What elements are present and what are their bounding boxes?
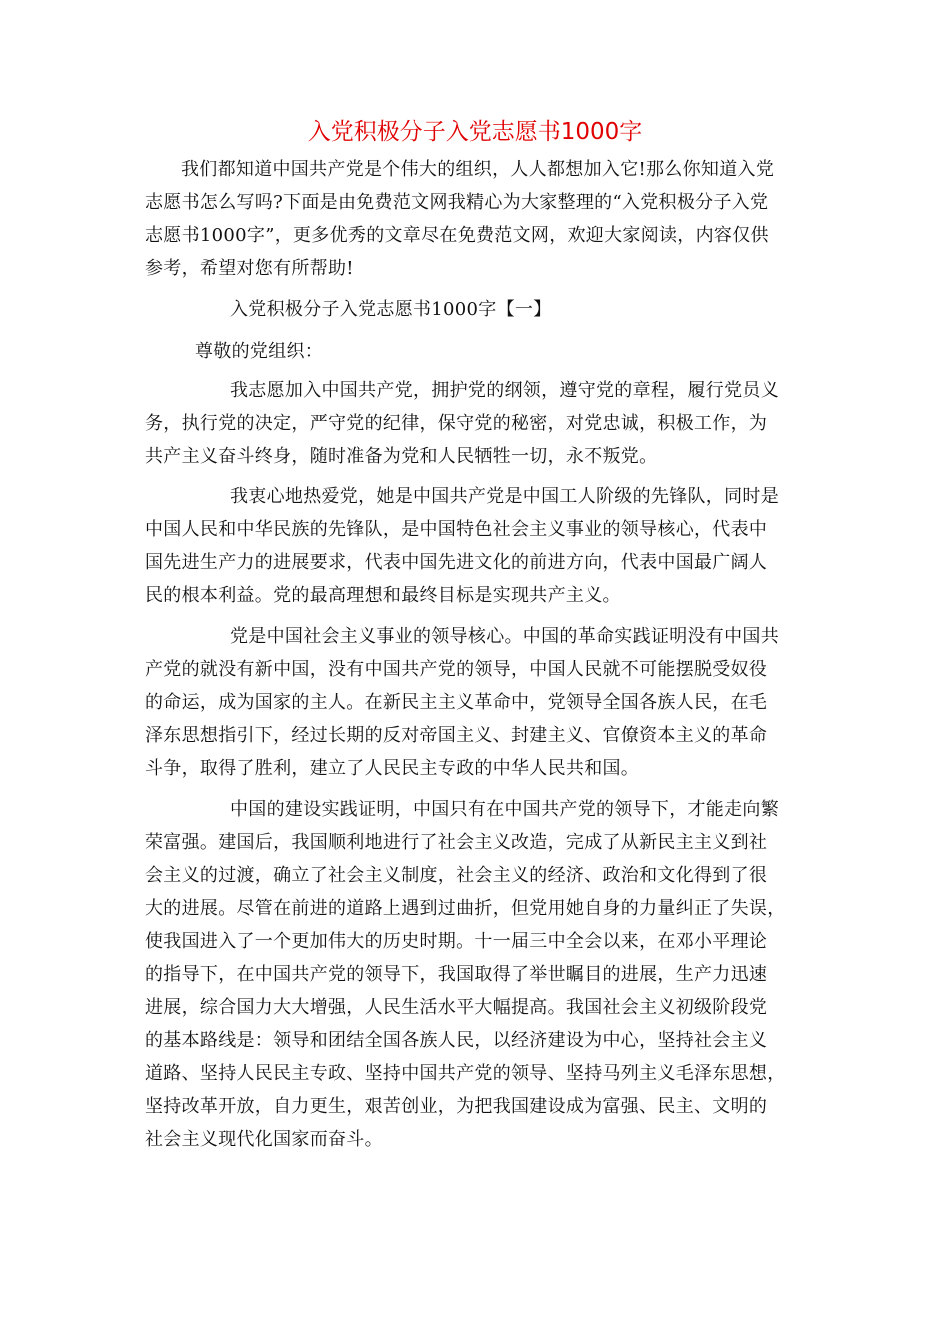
paragraph-line: 民的根本利益。党的最高理想和最终目标是实现共产主义。 (145, 585, 621, 606)
paragraph-line: 斗争，取得了胜利，建立了人民民主专政的中华人民共和国。 (145, 758, 640, 779)
body-paragraph-1 (145, 374, 805, 473)
body-paragraph-4 (145, 793, 805, 1156)
salutation-block (145, 335, 805, 368)
intro-paragraph (145, 153, 805, 285)
section-heading: 入党积极分子入党志愿书1000字【一】 (230, 299, 552, 320)
paragraph-line: 党是中国社会主义事业的领导核心。中国的革命实践证明没有中国共 (230, 626, 779, 647)
paragraph-line: 中国的建设实践证明，中国只有在中国共产党的领导下，才能走向繁 (230, 799, 779, 820)
paragraph-line: 坚持改革开放，自力更生，艰苦创业，为把我国建设成为富强、民主、文明的 (145, 1096, 768, 1117)
paragraph-line: 大的进展。尽管在前进的道路上遇到过曲折，但党用她自身的力量纠正了失误， (145, 898, 786, 919)
paragraph-line: 中国人民和中华民族的先锋队，是中国特色社会主义事业的领导核心，代表中 (145, 519, 768, 540)
paragraph-line: 会主义的过渡，确立了社会主义制度，社会主义的经济、政治和文化得到了很 (145, 865, 768, 886)
paragraph-line: 务，执行党的决定，严守党的纪律，保守党的秘密，对党忠诚，积极工作，为 (145, 413, 768, 434)
paragraph-line: 的指导下，在中国共产党的领导下，我国取得了举世瞩目的进展，生产力迅速 (145, 964, 768, 985)
salutation: 尊敬的党组织： (195, 341, 324, 362)
intro-line: 参考，希望对您有所帮助! (145, 258, 354, 279)
intro-line: 我们都知道中国共产党是个伟大的组织，人人都想加入它!那么你知道入党 (181, 159, 775, 180)
paragraph-line: 道路、坚持人民民主专政、坚持中国共产党的领导、坚持马列主义毛泽东思想， (145, 1063, 786, 1084)
paragraph-line: 的命运，成为国家的主人。在新民主主义革命中，党领导全国各族人民，在毛 (145, 692, 768, 713)
paragraph-line: 我衷心地热爱党，她是中国共产党是中国工人阶级的先锋队，同时是 (230, 486, 779, 507)
paragraph-line: 共产主义奋斗终身，随时准备为党和人民牺牲一切，永不叛党。 (145, 446, 658, 467)
body-paragraph-3 (145, 620, 805, 785)
paragraph-line: 社会主义现代化国家而奋斗。 (145, 1129, 383, 1150)
paragraph-line: 荣富强。建国后，我国顺利地进行了社会主义改造，完成了从新民主主义到社 (145, 832, 768, 853)
paragraph-line: 我志愿加入中国共产党，拥护党的纲领，遵守党的章程，履行党员义 (230, 380, 779, 401)
intro-line: 志愿书怎么写吗?下面是由免费范文网我精心为大家整理的“入党积极分子入党 (145, 192, 769, 213)
section-heading-block (145, 293, 805, 326)
intro-line: 志愿书1000字”，更多优秀的文章尽在免费范文网，欢迎大家阅读，内容仅供 (145, 225, 769, 246)
paragraph-line: 泽东思想指引下，经过长期的反对帝国主义、封建主义、官僚资本主义的革命 (145, 725, 768, 746)
body-paragraph-2 (145, 480, 805, 612)
paragraph-line: 进展，综合国力大大增强，人民生活水平大幅提高。我国社会主义初级阶段党 (145, 997, 768, 1018)
document-title: 入党积极分子入党志愿书1000字 (307, 119, 643, 145)
paragraph-line: 国先进生产力的进展要求，代表中国先进文化的前进方向，代表中国最广阔人 (145, 552, 768, 573)
paragraph-line: 的基本路线是：领导和团结全国各族人民，以经济建设为中心，坚持社会主义 (145, 1030, 768, 1051)
paragraph-line: 产党的就没有新中国，没有中国共产党的领导，中国人民就不可能摆脱受奴役 (145, 659, 768, 680)
paragraph-line: 使我国进入了一个更加伟大的历史时期。十一届三中全会以来，在邓小平理论 (145, 931, 768, 952)
